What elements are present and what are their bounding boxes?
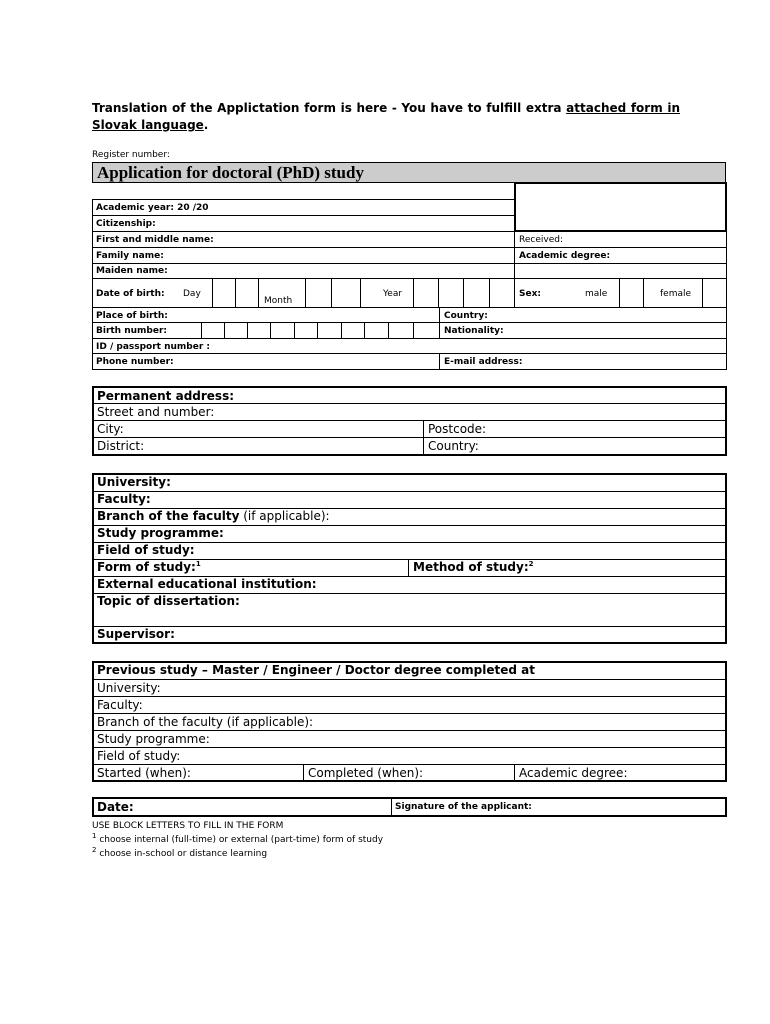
birth-number-label: Birth number: — [96, 326, 168, 336]
branch-label-note: (if applicable): — [239, 509, 330, 523]
day-label: Day — [183, 289, 201, 299]
district-label: District: — [97, 439, 145, 453]
block-letters-note: USE BLOCK LETTERS TO FILL IN THE FORM — [92, 821, 284, 831]
office-use-box — [514, 182, 727, 232]
intro-period: . — [203, 118, 209, 132]
footnote-1 — [92, 834, 383, 846]
form-of-study-label — [97, 560, 201, 575]
country-label: Country: — [444, 311, 488, 321]
prev-faculty-label: Faculty: — [97, 698, 143, 712]
date-of-birth-label: Date of birth: — [96, 289, 165, 299]
field-of-study-label: Field of study: — [97, 543, 195, 557]
attached-form-link[interactable]: attached form in Slovak language — [92, 101, 681, 132]
footnote-ref-2: 2 — [528, 560, 534, 568]
footnote-2 — [92, 848, 267, 860]
footnote-2-text: choose in-school or distance learning — [96, 849, 268, 859]
postcode-label: Postcode: — [428, 422, 487, 436]
academic-degree-label: Academic degree: — [519, 251, 611, 261]
dissertation-topic-label: Topic of dissertation: — [97, 594, 240, 608]
started-label: Started (when): — [97, 766, 191, 780]
sex-label: Sex: — [519, 289, 541, 299]
branch-label — [97, 509, 330, 524]
completed-label: Completed (when): — [308, 766, 424, 780]
signature-label: Signature of the applicant: — [395, 802, 532, 812]
footnote-2-number: 2 — [92, 846, 97, 854]
citizenship-label: Citizenship: — [96, 219, 156, 229]
prev-field-label: Field of study: — [97, 749, 181, 763]
intro-paragraph — [92, 100, 680, 134]
external-institution-label: External educational institution: — [97, 577, 317, 591]
method-of-study-text: Method of study: — [413, 560, 529, 574]
nationality-label: Nationality: — [444, 326, 504, 336]
page-title: Application for doctoral (PhD) study — [97, 163, 364, 182]
footnote-ref-1: 1 — [195, 560, 201, 568]
title-bar — [92, 162, 726, 183]
university-label: University: — [97, 475, 171, 489]
sex-male-label: male — [585, 289, 608, 299]
prev-branch-label: Branch of the faculty (if applicable): — [97, 715, 314, 729]
prev-university-label: University: — [97, 681, 161, 695]
phone-label: Phone number: — [96, 357, 174, 367]
street-label: Street and number: — [97, 405, 215, 419]
footnote-1-text: choose internal (full-time) or external (part-time) form of study — [96, 835, 384, 845]
address-heading: Permanent address: — [97, 389, 235, 403]
city-label: City: — [97, 422, 124, 436]
form-of-study-text: Form of study: — [97, 560, 196, 574]
month-label: Month — [264, 296, 293, 306]
register-number-label: Register number: — [92, 150, 170, 160]
prev-degree-label: Academic degree: — [519, 766, 628, 780]
faculty-label: Faculty: — [97, 492, 151, 506]
maiden-name-label: Maiden name: — [96, 266, 168, 276]
intro-text: Translation of the Applictation form is here - You have to fulfill extra — [92, 101, 567, 115]
address-country-label: Country: — [428, 439, 479, 453]
prev-programme-label: Study programme: — [97, 732, 210, 746]
family-name-label: Family name: — [96, 251, 164, 261]
sex-female-label: female — [660, 289, 692, 299]
study-programme-label: Study programme: — [97, 526, 224, 540]
id-passport-label: ID / passport number : — [96, 342, 211, 352]
year-label: Year — [383, 289, 403, 299]
footnote-1-number: 1 — [92, 832, 97, 840]
place-of-birth-label: Place of birth: — [96, 311, 168, 321]
received-label: Received: — [519, 235, 563, 245]
email-label: E-mail address: — [444, 357, 523, 367]
method-of-study-label — [413, 560, 534, 575]
previous-study-heading: Previous study – Master / Engineer / Doctor degree completed at — [97, 663, 535, 677]
academic-year-label: Academic year: 20 /20 — [96, 203, 209, 213]
date-label: Date: — [97, 800, 134, 814]
first-name-label: First and middle name: — [96, 235, 214, 245]
supervisor-label: Supervisor: — [97, 627, 175, 641]
branch-label-bold: Branch of the faculty — [97, 509, 240, 523]
